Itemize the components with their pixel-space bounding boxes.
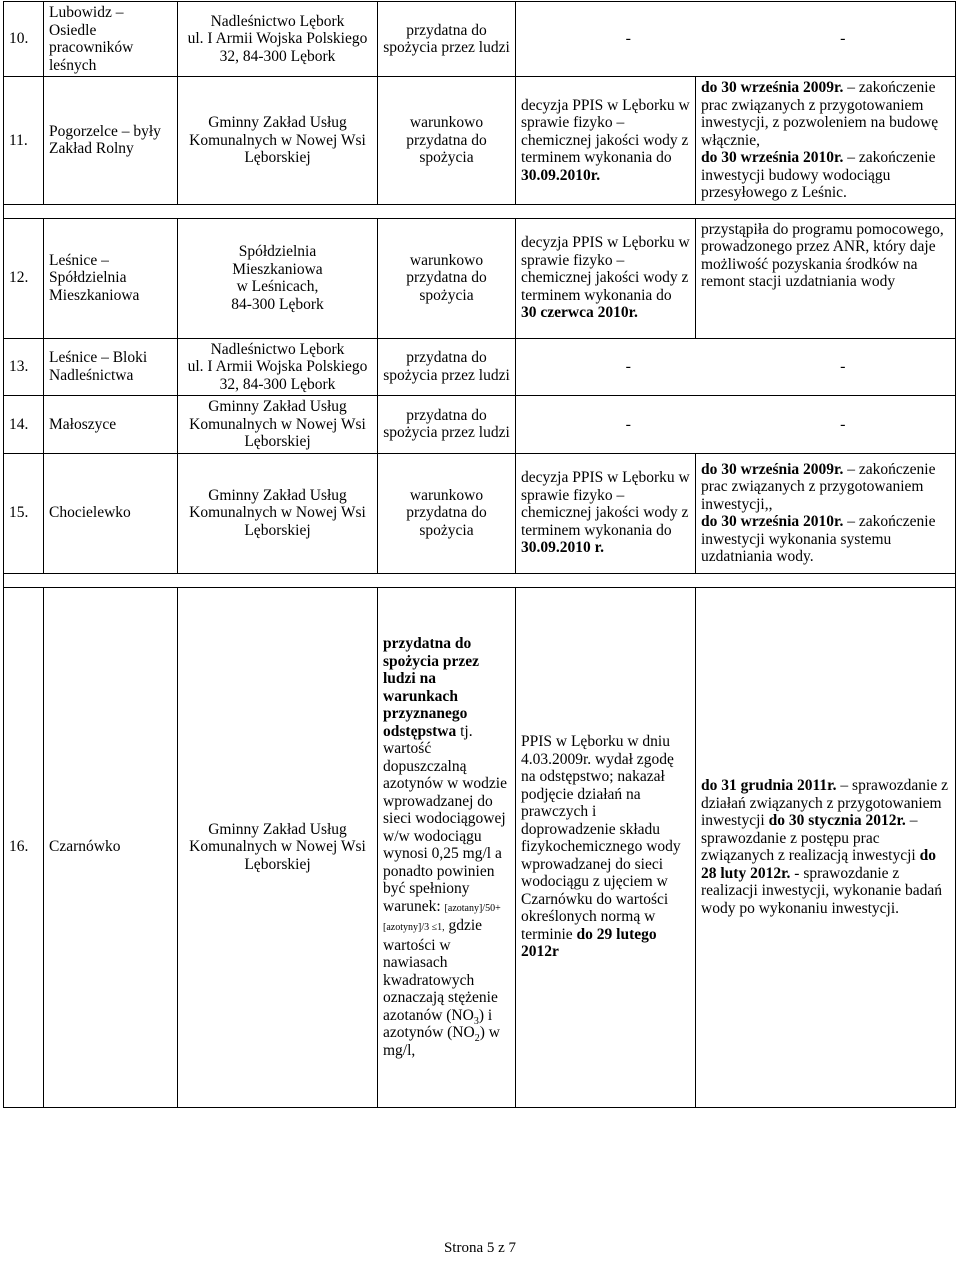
quality-explanation: gdzie wartości w nawiasach kwadratowych oznaczają stężenie azotanów (NO: [383, 917, 498, 1024]
deadline-date: do 31 grudnia 2011r.: [701, 777, 837, 794]
owner-line: Nadleśnictwo Lębork: [210, 12, 345, 30]
deadline-date: do 28 luty 2012r.: [701, 847, 936, 882]
decision-dash: -: [625, 415, 631, 433]
decision-dash: -: [625, 358, 631, 375]
table-row-12: [4, 218, 956, 338]
decision-dash: -: [625, 30, 631, 48]
quality-cell: warunkowo przydatna do spożycia: [378, 453, 516, 573]
deadline-date: do 30 września 2010r.: [701, 513, 844, 530]
row-number: 13.: [4, 338, 44, 396]
quality-cell: warunkowo przydatna do spożycia: [378, 77, 516, 205]
owner-cell: [178, 338, 378, 396]
subscript: 2: [474, 1033, 480, 1045]
table-row-14: [4, 396, 956, 454]
deadline-text: – sprawozdanie z postępu prac związanych z realizacją inwestycji: [701, 812, 918, 864]
owner-cell: Gminny Zakład Usług Komunalnych w Nowej Wsi Lęborskiej: [178, 396, 378, 454]
actions-cell: [696, 77, 956, 205]
decision-text: PPIS w Lęborku w dniu 4.03.2009r. wydał zgodę na odstępstwo; nakazał podjęcie działań na prawczych i doprowadzenie składu fizykochemicznego wody wprowadzanej do sieci wodociągu z ujęciem w Czarnówku do wartości określonych normą w terminie: [521, 733, 681, 943]
row-number: 11.: [4, 77, 44, 205]
owner-cell: [178, 218, 378, 338]
quality-cell: [378, 587, 516, 1107]
owner-line: ul. I Armii Wojska Polskiego 32, 84-300 Lębork: [187, 30, 368, 65]
quality-cell: przydatna do spożycia przez ludzi: [378, 396, 516, 454]
decision-text: decyzja PPIS w Lęborku w sprawie fizyko – chemicznej jakości wody z terminem wykonania do: [521, 469, 690, 539]
row-number: 10.: [4, 2, 44, 77]
locality-cell: Leśnice – Bloki Nadleśnictwa: [44, 338, 178, 396]
actions-dash: -: [840, 30, 846, 48]
decision-actions-cell: [516, 2, 956, 77]
row-number: 16.: [4, 587, 44, 1107]
owner-line: ul. I Armii Wojska Polskiego 32, 84-300 Lębork: [187, 358, 368, 393]
table-row-11: [4, 77, 956, 205]
owner-line: Nadleśnictwo Lębork: [210, 340, 345, 358]
spacer-row: [4, 204, 956, 218]
decision-cell: [516, 587, 696, 1107]
deadline-date: do 30 września 2009r.: [701, 79, 844, 96]
deadline-date: do 30 września 2010r.: [701, 149, 844, 166]
decision-text: decyzja PPIS w Lęborku w sprawie fizyko – chemicznej jakości wody z terminem wykonania do: [521, 234, 690, 304]
owner-cell: [178, 2, 378, 77]
table-row-15: [4, 453, 956, 573]
owner-line: 84-300 Lębork: [231, 295, 324, 313]
row-number: 15.: [4, 453, 44, 573]
quality-formula: [azotany]/50+[azotyny]/3 ≤1,: [383, 902, 501, 933]
quality-cell: przydatna do spożycia przez ludzi: [378, 338, 516, 396]
deadline-text: – sprawozdanie z działań związanych z przygotowaniem inwestycji: [701, 777, 948, 829]
quality-cell: przydatna do spożycia przez ludzi: [378, 2, 516, 77]
owner-line: w Leśnicach,: [236, 278, 319, 295]
actions-cell: [696, 587, 956, 1107]
locality-cell: Małoszyce: [44, 396, 178, 454]
table-row-16: [4, 587, 956, 1107]
page-footer: Strona 5 z 7: [443, 1240, 517, 1256]
deadline-date: do 30 września 2009r.: [701, 460, 844, 478]
quality-cell: warunkowo przydatna do spożycia: [378, 218, 516, 338]
owner-cell: Gminny Zakład Usług Komunalnych w Nowej Wsi Lęborskiej: [178, 587, 378, 1107]
water-supply-table: [3, 1, 956, 1108]
row-number: 14.: [4, 396, 44, 454]
locality-cell: Czarnówko: [44, 587, 178, 1107]
subscript: 3: [473, 1015, 479, 1027]
quality-verdict: przydatna do spożycia przez ludzi na warunkach przyznanego odstępstwa: [383, 635, 479, 740]
table-row-10: [4, 2, 956, 77]
row-number: 12.: [4, 218, 44, 338]
locality-cell: Pogorzelce – były Zakład Rolny: [44, 77, 178, 205]
locality-cell: Chocielewko: [44, 453, 178, 573]
decision-cell: [516, 77, 696, 205]
table-row-13: [4, 338, 956, 396]
deadline-text: - sprawozdanie z realizacji inwestycji, wykonanie badań wody po wykonaniu inwestycji.: [701, 864, 943, 917]
actions-cell: [696, 453, 956, 573]
actions-cell: przystąpiła do programu pomocowego, prowadzonego przez ANR, który daje możliwość pozyskania środków na remont stacji uzdatniania wody: [696, 218, 956, 338]
decision-actions-cell: [516, 338, 956, 396]
decision-actions-cell: [516, 396, 956, 454]
deadline-date: do 30 stycznia 2012r.: [768, 812, 906, 829]
actions-dash: -: [840, 358, 846, 375]
decision-date: do 29 lutego 2012r: [521, 925, 657, 961]
quality-explanation: ) w mg/l,: [383, 1024, 500, 1059]
deadline-text: – zakończenie prac związanych z przygotowaniem inwestycji,,: [701, 460, 936, 513]
owner-line: Spółdzielnia: [238, 243, 317, 260]
decision-cell: [516, 453, 696, 573]
owner-cell: Gminny Zakład Usług Komunalnych w Nowej Wsi Lęborskiej: [178, 453, 378, 573]
spacer-row: [4, 573, 956, 587]
quality-explanation: ) i azotynów (NO: [383, 1006, 493, 1041]
decision-date: 30.09.2010r.: [521, 166, 601, 184]
deadline-text: – zakończenie prac związanych z przygotowaniem inwestycji, z pozwoleniem na budowę włącznie,: [701, 79, 939, 149]
deadline-text: – zakończenie inwestycji wykonania systemu uzdatniania wody.: [701, 513, 936, 565]
deadline-text: – zakończenie inwestycji budowy wodociągu przesyłowego z Leśnic.: [701, 149, 936, 201]
locality-cell: Lubowidz – Osiedle pracowników leśnych: [44, 2, 178, 77]
decision-date: 30 czerwca 2010r.: [521, 304, 638, 322]
owner-cell: Gminny Zakład Usług Komunalnych w Nowej Wsi Lęborskiej: [178, 77, 378, 205]
quality-condition: tj. wartość dopuszczalną azotynów w wodzie wprowadzanej do sieci wodociągowej w/w wodociągu wynosi 0,25 mg/l a ponadto powinien być spełniony warunek:: [383, 722, 507, 915]
locality-cell: Leśnice – Spółdzielnia Mieszkaniowa: [44, 218, 178, 338]
actions-dash: -: [840, 415, 846, 433]
decision-date: 30.09.2010 r.: [521, 539, 604, 557]
decision-cell: [516, 218, 696, 338]
decision-text: decyzja PPIS w Lęborku w sprawie fizyko – chemicznej jakości wody z terminem wykonania do: [521, 96, 690, 166]
owner-line: Mieszkaniowa: [232, 260, 323, 278]
